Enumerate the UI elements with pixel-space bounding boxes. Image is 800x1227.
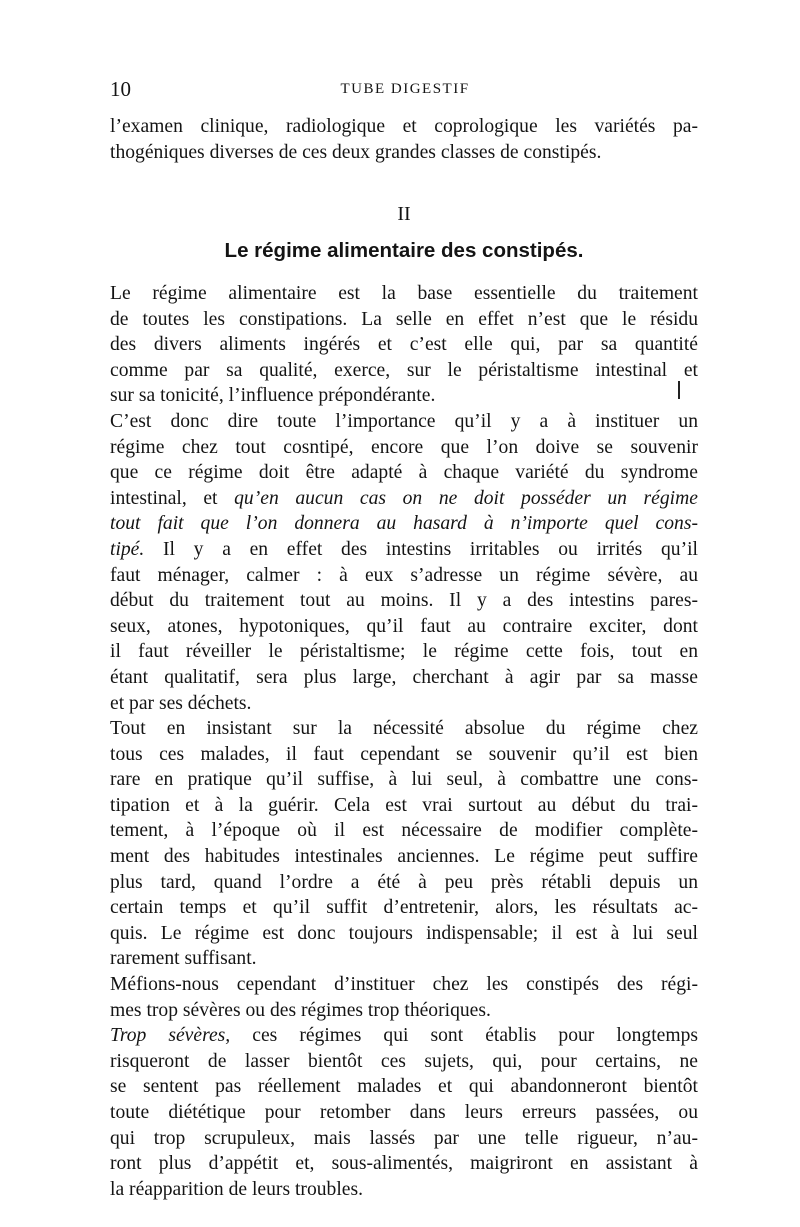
text-line: que ce régime doit être adapté à chaque variété du syndrome (110, 462, 698, 484)
text-line: quis. Le régime est donc toujours indispensable; il est à lui seul (110, 922, 698, 944)
section-number: II (397, 203, 411, 225)
text-line: tement, à l’époque où il est nécessaire de modifier complète- (110, 820, 698, 842)
text-line: de toutes les constipations. La selle en effet n’est que le résidu (110, 308, 698, 330)
text-line: C’est donc dire toute l’importance qu’il y a à instituer un (110, 410, 698, 432)
text-line: la réapparition de leurs troubles. (110, 1178, 363, 1200)
text-line: certain temps et qu’il suffit d’entretenir, alors, les résultats ac- (110, 897, 698, 919)
text-line: ront plus d’appétit et, sous-alimentés, maigriront en assistant à (110, 1153, 698, 1175)
text-line: seux, atones, hypotoniques, qu’il faut au contraire exciter, dont (110, 615, 698, 637)
intro-text (110, 114, 698, 165)
text-line: risqueront de lasser bientôt ces sujets, qui, pour certains, ne (110, 1050, 698, 1072)
text-line: faut ménager, calmer : à eux s’adresse un régime sévère, au (110, 564, 698, 586)
intro-paragraph (110, 114, 698, 165)
text-line: tipation et à la guérir. Cela est vrai surtout au début du trai- (110, 794, 698, 816)
text-line: qui trop scrupuleux, mais lassés par une telle rigueur, n’au- (110, 1127, 698, 1149)
text-line: thogéniques diverses de ces deux grandes classes de constipés. (110, 141, 602, 163)
text-line: Le régime alimentaire est la base essentielle du traitement (110, 283, 698, 304)
text-line: plus tard, quand l’ordre a été à peu près rétabli depuis un (110, 871, 698, 893)
text-line: des divers aliments ingérés et c’est elle qui, par sa quantité (110, 334, 698, 356)
text-line: toute diététique pour retomber dans leurs erreurs passées, ou (110, 1102, 698, 1123)
text-line: mes trop sévères ou des régimes trop théoriques. (110, 999, 491, 1021)
text-run: ces régimes qui sont établis pour longtemps (252, 1025, 699, 1047)
italic-run: Trop sévères, (110, 1025, 231, 1047)
italic-run: tipé. (110, 538, 145, 560)
page-number: 10 (110, 77, 131, 101)
section-body (110, 281, 698, 1202)
margin-mark (678, 381, 680, 399)
text-line: ment des habitudes intestinales anciennes. Le régime peut suffire (110, 846, 698, 868)
text-line: rare en pratique qu’il suffise, à lui seul, à combattre une cons- (110, 769, 698, 791)
text-line: rarement suffisant. (110, 948, 257, 970)
paragraph-2 (110, 409, 698, 716)
section-title: Le régime alimentaire des constipés. (224, 239, 584, 262)
running-title: TUBE DIGESTIF (340, 81, 470, 97)
text-line: comme par sa qualité, exerce, sur le péristaltisme intestinal et (110, 359, 698, 381)
text-line: et par ses déchets. (110, 692, 252, 714)
text-line: régime chez tout cosntipé, encore que l’on doive se souvenir (110, 436, 698, 458)
text-run: intestinal, et (110, 487, 218, 509)
text-line: il faut réveiller le péristaltisme; le régime cette fois, tout en (110, 641, 698, 663)
text-line: l’examen clinique, radiologique et coprologique les variétés pa- (110, 116, 698, 137)
text-line: début du traitement tout au moins. Il y a des intestins pares- (110, 590, 698, 612)
text-line-mixed (110, 1023, 698, 1049)
text-line-mixed (110, 537, 698, 563)
paragraph-3 (110, 716, 698, 972)
text-line: Méfions-nous cependant d’instituer chez les constipés des régi- (110, 974, 698, 996)
text-line: étant qualitatif, sera plus large, cherchant à agir par sa masse (110, 666, 698, 688)
text-run: Il y a en effet des intestins irritables ou irrités qu’il (163, 538, 698, 560)
paragraph-5 (110, 1023, 698, 1202)
text-line-mixed (110, 486, 698, 512)
text-line: Tout en insistant sur la nécessité absolue du régime chez (110, 718, 698, 740)
italic-line: tout fait que l’on donnera au hasard à n’importe quel cons- (110, 513, 698, 535)
paragraph-1 (110, 281, 698, 409)
text-line: tous ces malades, il faut cependant se souvenir qu’il est bien (110, 743, 698, 765)
paragraph-4 (110, 972, 698, 1023)
text-line: sur sa tonicité, l’influence prépondérante. (110, 385, 436, 407)
text-line: se sentent pas réellement malades et qui abandonneront bientôt (110, 1076, 698, 1098)
running-head (110, 76, 700, 102)
italic-run: qu’en aucun cas on ne doit posséder un régime (234, 487, 698, 509)
